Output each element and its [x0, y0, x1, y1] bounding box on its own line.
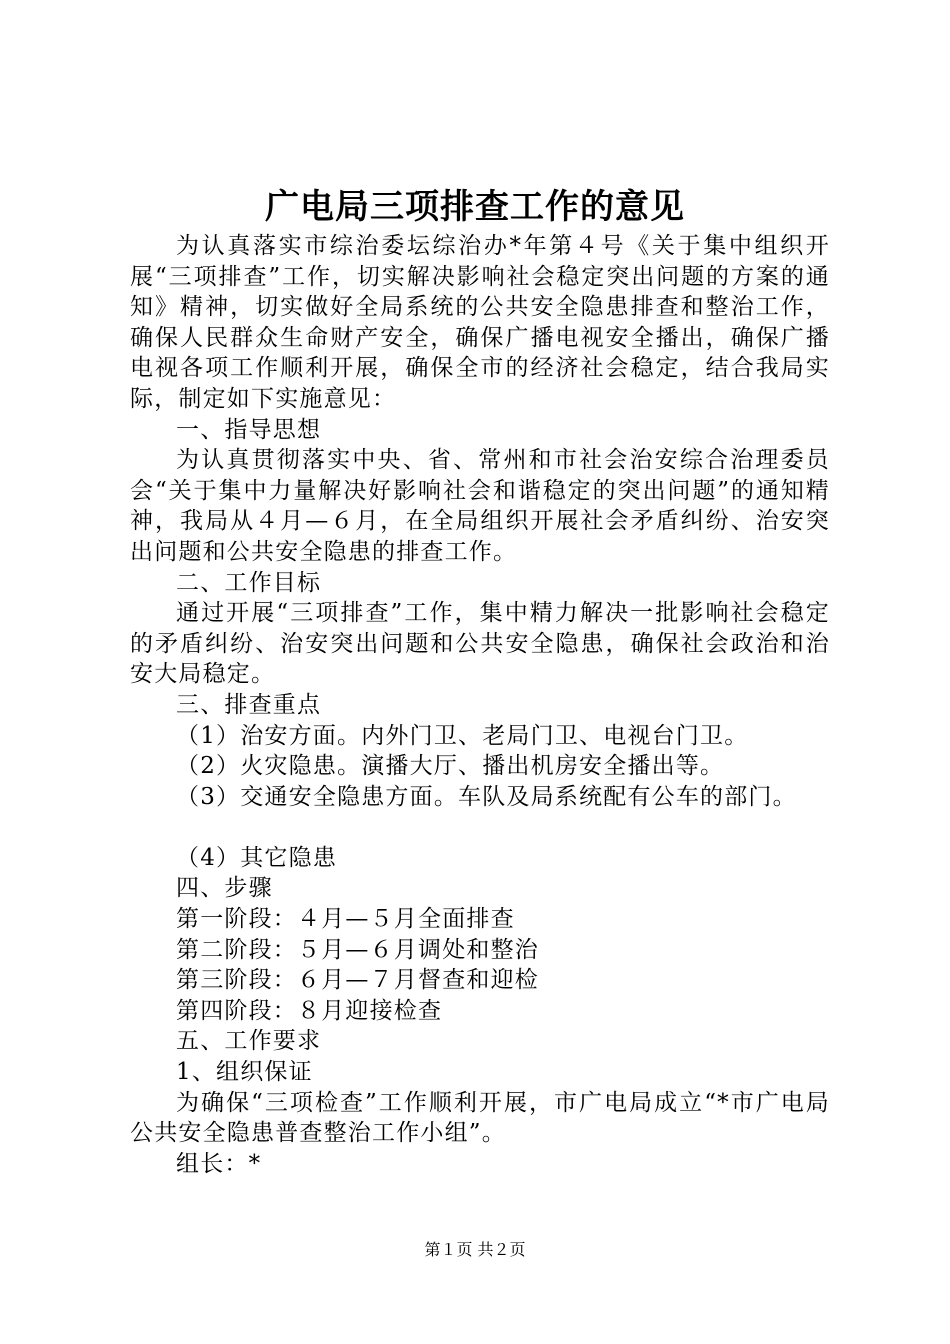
step-phase-3: 第三阶段：６月—７月督查和迎检	[176, 967, 539, 994]
section-heading-guiding-thought: 一、指导思想	[176, 416, 322, 443]
section-heading-work-requirements: 五、工作要求	[176, 1028, 322, 1055]
step-phase-2: 第二阶段：５月—６月调处和整治	[176, 936, 539, 963]
focus-item-traffic-safety: （3）交通安全隐患方面。车队及局系统配有公车的部门。	[176, 783, 797, 810]
subheading-organization: 1、组织保证	[176, 1059, 313, 1086]
step-phase-4: 第四阶段：８月迎接检查	[176, 997, 443, 1024]
blank-line	[130, 812, 830, 843]
section-heading-steps: 四、步骤	[176, 875, 273, 902]
document-title: 广电局三项排查工作的意见	[265, 187, 685, 227]
document-body	[130, 231, 830, 1179]
guiding-thought-paragraph: 为认真贯彻落实中央、省、常州和市社会治安综合治理委员会“关于集中力量解决好影响社会和谐稳定的突出问题”的通知精神，我局从４月—６月，在全局组织开展社会矛盾纠纷、治安突出问题和公共安全隐患的排查工作。	[130, 447, 830, 565]
work-goal-paragraph: 通过开展“三项排查”工作，集中精力解决一批影响社会稳定的矛盾纠纷、治安突出问题和公共安全隐患，确保社会政治和治安大局稳定。	[130, 600, 830, 688]
focus-item-public-security: （1）治安方面。内外门卫、老局门卫、电视台门卫。	[176, 722, 749, 749]
focus-item-other-hazards: （4）其它隐患	[176, 844, 338, 871]
step-phase-1: 第一阶段：４月—５月全面排查	[176, 906, 515, 933]
team-leader-line: 组长：*	[176, 1150, 262, 1177]
organization-paragraph: 为确保“三项检查”工作顺利开展，市广电局成立“*市广电局公共安全隐患普查整治工作小组”。	[130, 1089, 830, 1147]
section-heading-inspection-focus: 三、排查重点	[176, 691, 322, 718]
intro-paragraph: 为认真落实市综治委坛综治办*年第４号《关于集中组织开展“三项排查”工作，切实解决影响社会稳定突出问题的方案的通知》精神，切实做好全局系统的公共安全隐患排查和整治工作，确保人民群众生命财产安全，确保广播电视安全播出，确保广播电视各项工作顺利开展，确保全市的经济社会稳定，结合我局实际，制定如下实施意见：	[130, 233, 830, 412]
page-number-footer: 第１页 共２页	[424, 1240, 526, 1259]
section-heading-work-goal: 二、工作目标	[176, 569, 322, 596]
focus-item-fire-hazard: （2）火灾隐患。演播大厅、播出机房安全播出等。	[176, 753, 725, 780]
